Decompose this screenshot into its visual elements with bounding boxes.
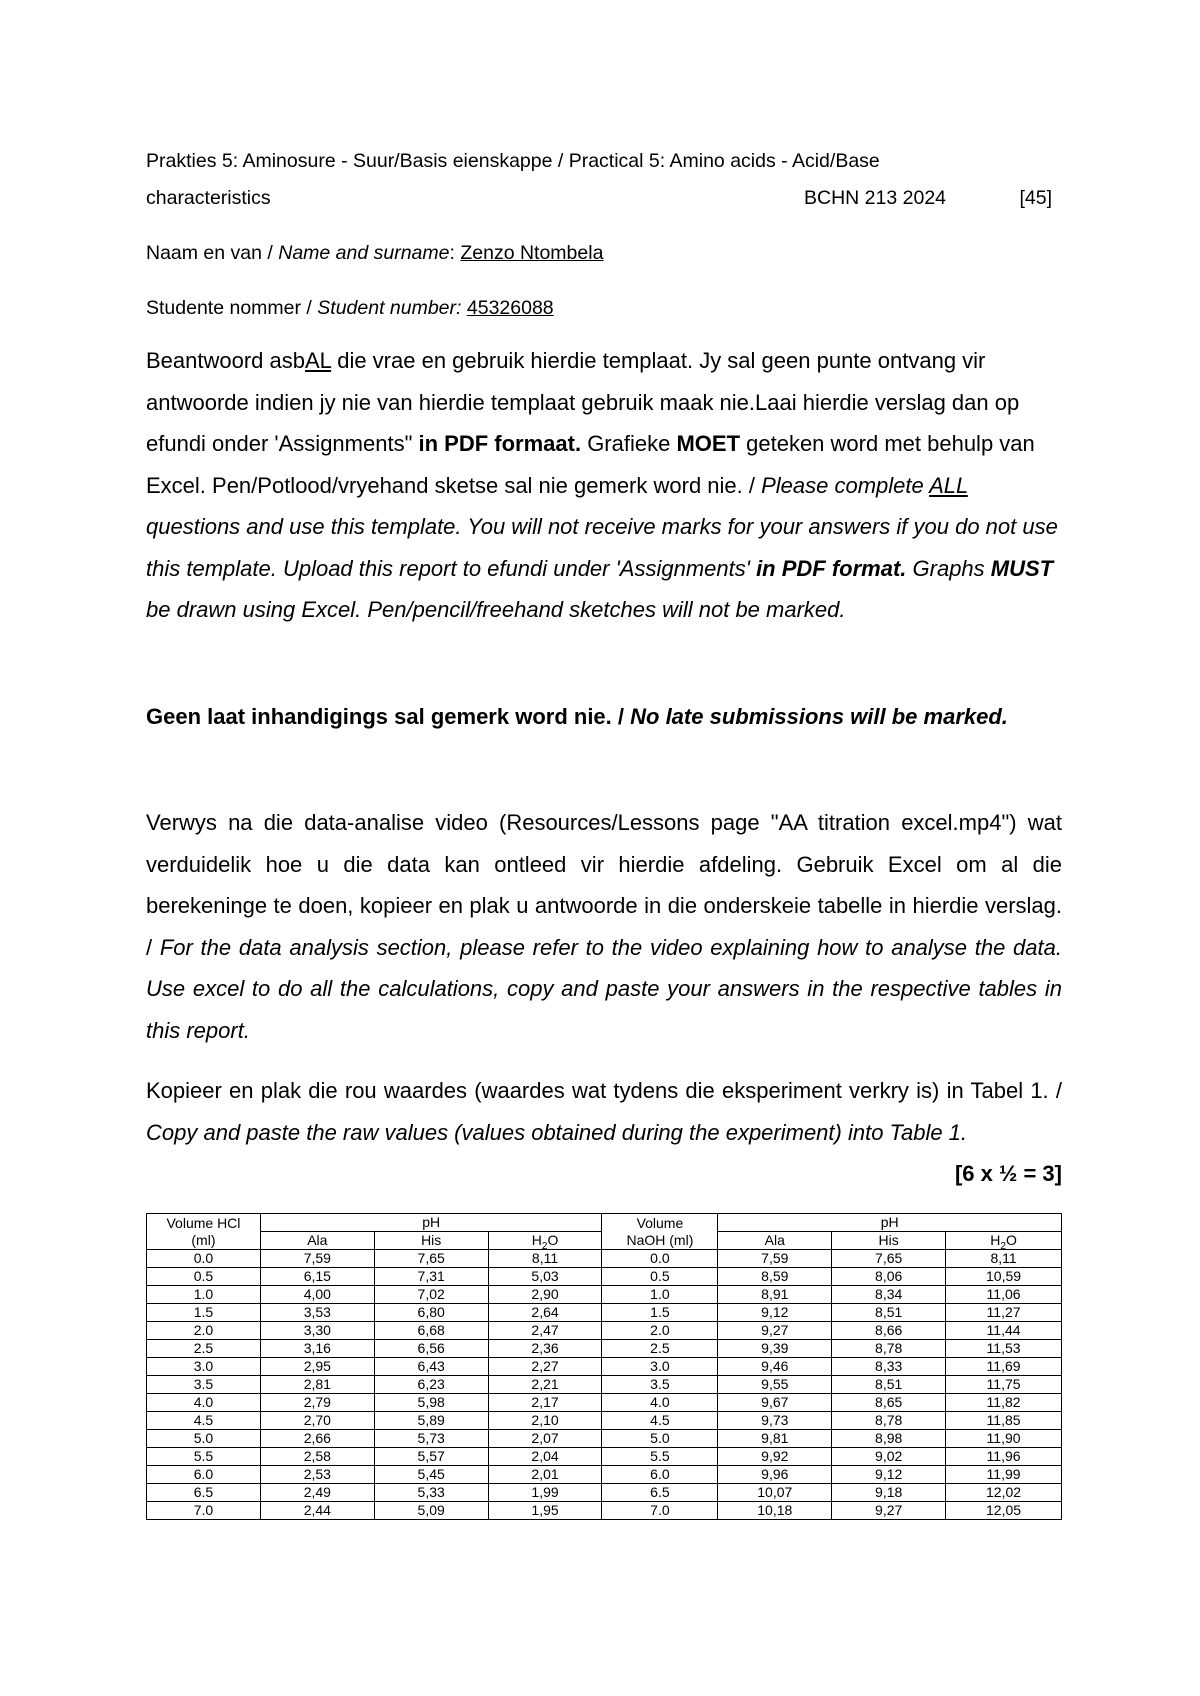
ala-header-acid: Ala: [260, 1232, 374, 1250]
course-code: BCHN 213 2024: [804, 187, 947, 209]
table-cell: 9,27: [832, 1502, 946, 1520]
table-cell: 11,53: [946, 1340, 1062, 1358]
table-cell: 3.5: [602, 1376, 718, 1394]
number-label-af: Studente nommer /: [146, 297, 318, 319]
table-cell: 6,68: [374, 1322, 488, 1340]
table-cell: 2.5: [147, 1340, 261, 1358]
vol-naoh-unit: NaOH (ml): [602, 1232, 718, 1250]
table-cell: 7,65: [374, 1250, 488, 1268]
table-cell: 2,36: [488, 1340, 602, 1358]
table-row: [147, 1502, 1062, 1520]
total-marks: [45]: [1019, 187, 1052, 209]
name-label-en: Name and surname: [278, 242, 450, 264]
table-cell: 6,15: [260, 1268, 374, 1286]
table-cell: 8,51: [832, 1304, 946, 1322]
table-cell: 11,75: [946, 1376, 1062, 1394]
table-cell: 8,06: [832, 1268, 946, 1286]
student-number-value: 45326088: [466, 297, 554, 319]
table-cell: 2,04: [488, 1448, 602, 1466]
p1-all: AL: [305, 348, 332, 373]
title-line: [146, 143, 1062, 180]
table-cell: 8,59: [718, 1268, 832, 1286]
table-cell: 2.0: [602, 1322, 718, 1340]
table-header-row-2: [147, 1232, 1062, 1250]
table-cell: 7.0: [147, 1502, 261, 1520]
table-cell: 8,65: [832, 1394, 946, 1412]
ph-header-acid: pH: [260, 1214, 602, 1232]
table-cell: 10,18: [718, 1502, 832, 1520]
p1-all-en: ALL: [929, 472, 968, 498]
table-cell: 2,95: [260, 1358, 374, 1376]
p1-text-a: Beantwoord asb: [146, 348, 305, 373]
table-cell: 11,44: [946, 1322, 1062, 1340]
table-cell: 11,90: [946, 1430, 1062, 1448]
table-cell: 7,31: [374, 1268, 488, 1286]
table-cell: 8,66: [832, 1322, 946, 1340]
table-cell: 9,73: [718, 1412, 832, 1430]
h2o-header-acid: $H_2O$: [488, 1232, 602, 1250]
h2o-header-base: $H_2O$: [946, 1232, 1062, 1250]
table-cell: 2,81: [260, 1376, 374, 1394]
table-cell: 8,11: [488, 1250, 602, 1268]
table-cell: 1.0: [147, 1286, 261, 1304]
his-header-base: His: [832, 1232, 946, 1250]
table-cell: 11,99: [946, 1466, 1062, 1484]
table-cell: 7,59: [718, 1250, 832, 1268]
table-cell: 2,53: [260, 1466, 374, 1484]
table-cell: 4,00: [260, 1286, 374, 1304]
table-cell: 1.5: [147, 1304, 261, 1322]
table-cell: 12,05: [946, 1502, 1062, 1520]
table-cell: 5,03: [488, 1268, 602, 1286]
vol-hcl-unit: (ml): [147, 1232, 261, 1250]
table-cell: 5,09: [374, 1502, 488, 1520]
table-row: [147, 1358, 1062, 1376]
raw-values-table: [146, 1213, 1062, 1520]
his-header-acid: His: [374, 1232, 488, 1250]
table-row: [147, 1412, 1062, 1430]
table-cell: 8,11: [946, 1250, 1062, 1268]
table-row: [147, 1466, 1062, 1484]
table-cell: 6,43: [374, 1358, 488, 1376]
title-line-2: [146, 180, 1062, 217]
table-cell: 6.0: [602, 1466, 718, 1484]
vol-hcl-header: Volume HCl: [147, 1214, 261, 1232]
table-cell: 9,18: [832, 1484, 946, 1502]
table-cell: 3,30: [260, 1322, 374, 1340]
table-cell: 3,16: [260, 1340, 374, 1358]
name-field: Naam en van / Name and surname: Zenzo Ntombela: [146, 242, 604, 264]
table-cell: 9,27: [718, 1322, 832, 1340]
late-en: No late submissions will be marked.: [630, 704, 1008, 729]
table-cell: 3,53: [260, 1304, 374, 1322]
instructions-paragraph: [146, 340, 1062, 631]
late-af: Geen laat inhandigings sal gemerk word nie. /: [146, 704, 631, 729]
ala-header-base: Ala: [718, 1232, 832, 1250]
table-cell: 5,89: [374, 1412, 488, 1430]
table-cell: 8,78: [832, 1340, 946, 1358]
table-cell: 2,64: [488, 1304, 602, 1322]
table-row: [147, 1304, 1062, 1322]
table-cell: 9,46: [718, 1358, 832, 1376]
table-cell: 2,70: [260, 1412, 374, 1430]
table-cell: 8,98: [832, 1430, 946, 1448]
table-cell: 4.0: [602, 1394, 718, 1412]
table-cell: 6,56: [374, 1340, 488, 1358]
table-cell: 9,12: [718, 1304, 832, 1322]
table-cell: 9,81: [718, 1430, 832, 1448]
table-cell: 3.0: [147, 1358, 261, 1376]
table-cell: 6.5: [602, 1484, 718, 1502]
table-row: [147, 1268, 1062, 1286]
p1-text-g: Graphs: [906, 555, 991, 581]
table-cell: 8,91: [718, 1286, 832, 1304]
late-submission-notice: [146, 696, 1062, 738]
p1-moet: MOET: [676, 431, 741, 456]
table-cell: 7,59: [260, 1250, 374, 1268]
table-cell: 7,02: [374, 1286, 488, 1304]
table-cell: 10,07: [718, 1484, 832, 1502]
table-cell: 9,55: [718, 1376, 832, 1394]
p1-text-b: die vrae en gebruik hierdie templaat. Jy sal geen punte ontvang vir antwoorde indien jy nie van hierdie templaat gebruik maak nie.Laai hierdie verslag dan op efundi onder 'Assignments": [146, 348, 1020, 456]
table-cell: 5,73: [374, 1430, 488, 1448]
table-cell: 12,02: [946, 1484, 1062, 1502]
table-cell: 5,57: [374, 1448, 488, 1466]
table-cell: 9,12: [832, 1466, 946, 1484]
student-number-field: [146, 295, 554, 321]
table-cell: 4.5: [602, 1412, 718, 1430]
table-cell: 11,06: [946, 1286, 1062, 1304]
table-cell: 2,21: [488, 1376, 602, 1394]
document-header: [146, 143, 1062, 217]
table-row: [147, 1340, 1062, 1358]
table-score: [6 x ½ = 3]: [954, 1161, 1062, 1186]
table-cell: 10,59: [946, 1268, 1062, 1286]
table-row: [147, 1286, 1062, 1304]
table-cell: 9,67: [718, 1394, 832, 1412]
table-cell: 2,58: [260, 1448, 374, 1466]
table-cell: 6,23: [374, 1376, 488, 1394]
title-text: Prakties 5: Aminosure - Suur/Basis eienskappe / Practical 5: Amino acids - Acid/Base: [146, 150, 880, 172]
table-cell: 2,44: [260, 1502, 374, 1520]
table-cell: 9,02: [832, 1448, 946, 1466]
table-cell: 5.0: [147, 1430, 261, 1448]
table-cell: 2.5: [602, 1340, 718, 1358]
table-row: [147, 1322, 1062, 1340]
table-row: [147, 1376, 1062, 1394]
vol-naoh-header: Volume: [602, 1214, 718, 1232]
table-cell: 8,33: [832, 1358, 946, 1376]
table-cell: 7.0: [602, 1502, 718, 1520]
table-cell: 4.5: [147, 1412, 261, 1430]
table-cell: 2,49: [260, 1484, 374, 1502]
table-cell: 2,07: [488, 1430, 602, 1448]
table-cell: 9,96: [718, 1466, 832, 1484]
ph-header-base: pH: [718, 1214, 1062, 1232]
table-cell: 8,78: [832, 1412, 946, 1430]
table-body: [147, 1250, 1062, 1520]
table-cell: 2,01: [488, 1466, 602, 1484]
table-cell: 11,96: [946, 1448, 1062, 1466]
table-cell: 8,51: [832, 1376, 946, 1394]
table-cell: 6.0: [147, 1466, 261, 1484]
table-cell: 2,27: [488, 1358, 602, 1376]
table-row: [147, 1430, 1062, 1448]
table-cell: 0.5: [602, 1268, 718, 1286]
table-cell: 11,82: [946, 1394, 1062, 1412]
table-row: [147, 1448, 1062, 1466]
table-cell: 5.0: [602, 1430, 718, 1448]
table-row: [147, 1394, 1062, 1412]
table-cell: 0.0: [147, 1250, 261, 1268]
p1-text-e: Please complete: [761, 472, 930, 498]
table-cell: 5,45: [374, 1466, 488, 1484]
table-cell: 6.5: [147, 1484, 261, 1502]
table-cell: 0.0: [602, 1250, 718, 1268]
table-cell: 5,33: [374, 1484, 488, 1502]
table-cell: 1,99: [488, 1484, 602, 1502]
table-cell: 0.5: [147, 1268, 261, 1286]
table-cell: 4.0: [147, 1394, 261, 1412]
table-cell: 8,34: [832, 1286, 946, 1304]
table-header-row-1: [147, 1214, 1062, 1232]
table-cell: 2,17: [488, 1394, 602, 1412]
table-row: [147, 1250, 1062, 1268]
table-cell: 3.0: [602, 1358, 718, 1376]
table-instruction-paragraph: [146, 1070, 1062, 1195]
table-cell: 2.0: [147, 1322, 261, 1340]
table-cell: 2,79: [260, 1394, 374, 1412]
table-cell: 6,80: [374, 1304, 488, 1322]
table-cell: 3.5: [147, 1376, 261, 1394]
table-cell: 1.0: [602, 1286, 718, 1304]
table-cell: 11,27: [946, 1304, 1062, 1322]
p1-pdf-en: in PDF format.: [756, 555, 907, 581]
p1-text-h: be drawn using Excel. Pen/pencil/freehand sketches will not be marked.: [146, 597, 846, 622]
name-value: Zenzo Ntombela: [460, 242, 604, 264]
table-cell: 5.5: [602, 1448, 718, 1466]
data-analysis-paragraph: [146, 802, 1062, 1051]
number-label-en: Student number:: [317, 297, 462, 319]
name-label-af: Naam en van /: [146, 242, 279, 264]
table-cell: 2,90: [488, 1286, 602, 1304]
table-cell: 2,10: [488, 1412, 602, 1430]
table-cell: 11,85: [946, 1412, 1062, 1430]
table-cell: 1,95: [488, 1502, 602, 1520]
table-cell: 5.5: [147, 1448, 261, 1466]
table-cell: 2,47: [488, 1322, 602, 1340]
p1-text-d: geteken word met behulp van Excel. Pen/Potlood/vryehand sketse sal nie gemerk word nie. /: [146, 431, 1035, 498]
p1-must: MUST: [990, 555, 1054, 581]
p1-pdf: in PDF formaat.: [418, 431, 582, 456]
table-cell: 5,98: [374, 1394, 488, 1412]
table-cell: 7,65: [832, 1250, 946, 1268]
table-cell: 2,66: [260, 1430, 374, 1448]
table-row: [147, 1484, 1062, 1502]
p4-en: Copy and paste the raw values (values obtained during the experiment) into Table 1.: [146, 1119, 968, 1145]
table-cell: 11,69: [946, 1358, 1062, 1376]
p1-text-c: Grafieke: [581, 431, 677, 456]
p4-af: Kopieer en plak die rou waardes (waardes wat tydens die eksperiment verkry is) in Tabel 1. /: [146, 1078, 1062, 1103]
p1-text-f: questions and use this template. You will not receive marks for your answers if you do not use this template. Upload this report to efundi under 'Assignments': [146, 514, 1058, 581]
p3-en: For the data analysis section, please refer to the video explaining how to analyse the data. Use excel to do all the calculations, copy and paste your answers in the respective tables in this report.: [146, 934, 1062, 1043]
table-cell: 1.5: [602, 1304, 718, 1322]
table-cell: 9,39: [718, 1340, 832, 1358]
table-cell: 9,92: [718, 1448, 832, 1466]
title-continuation: characteristics: [146, 187, 271, 209]
p3-af: Verwys na die data-analise video (Resources/Lessons page "AA titration excel.mp4") wat verduidelik hoe u die data kan ontleed vir hierdie afdeling. Gebruik Excel om al die berekeninge te doen, kopieer en plak u antwoorde in die onderskeie tabelle in hierdie verslag. /: [146, 810, 1062, 960]
